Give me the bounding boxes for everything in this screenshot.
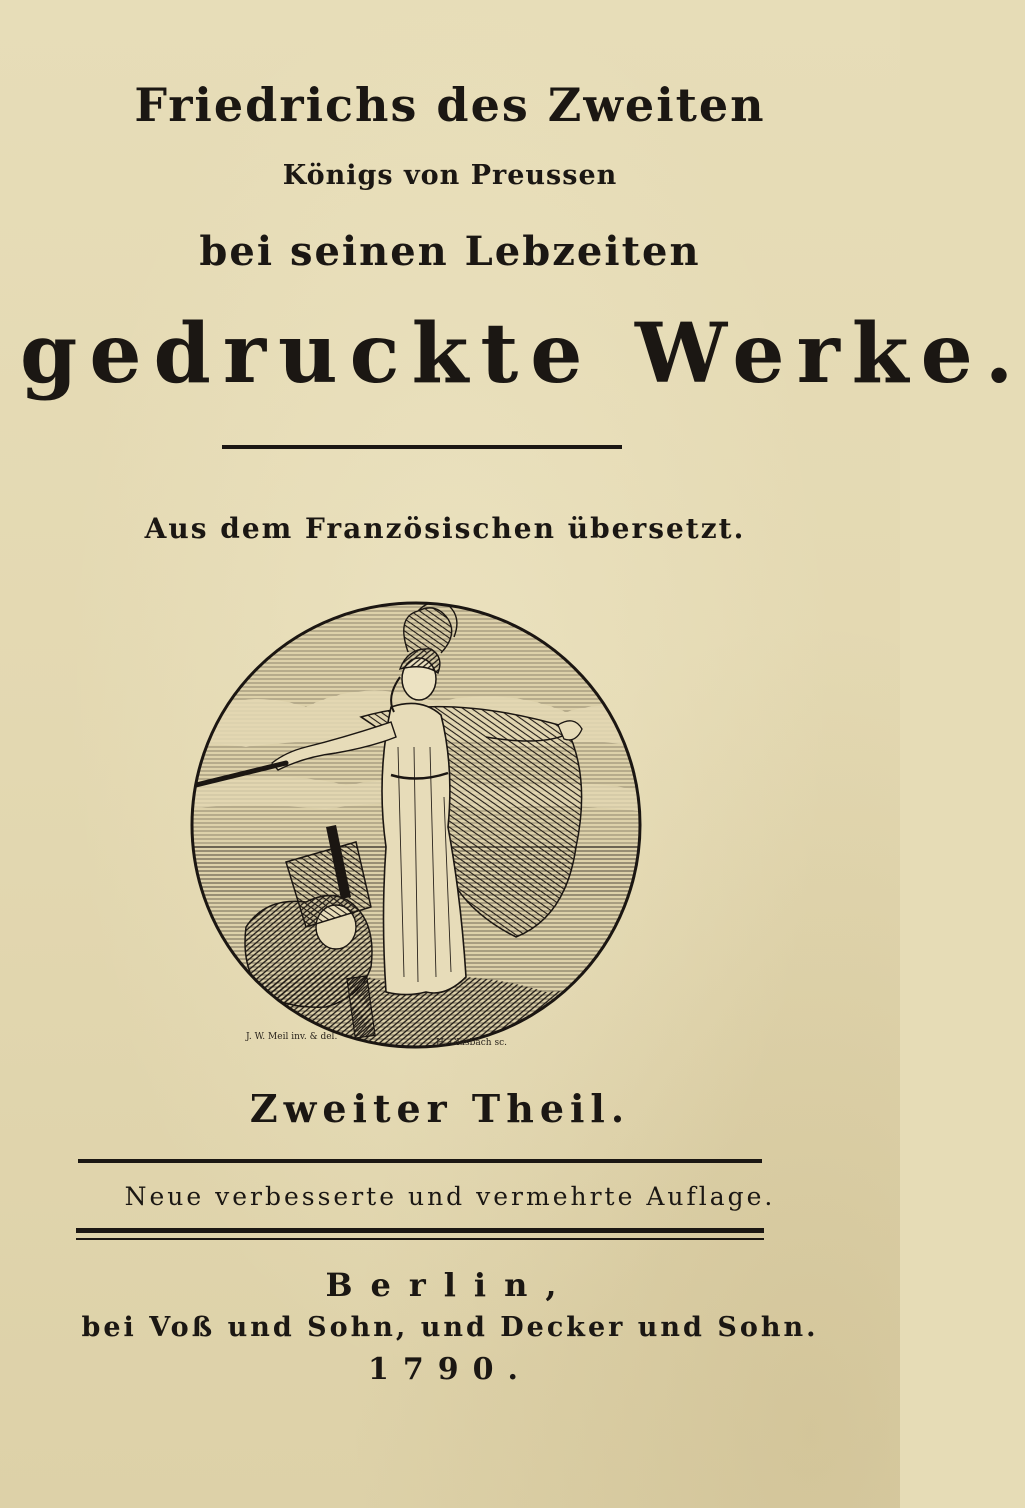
title-line-author: Friedrichs des Zweiten — [134, 78, 766, 132]
engraver-right-credit: H. Glasbach sc. — [436, 1038, 507, 1048]
title-rule — [222, 445, 622, 449]
imprint-city: Berlin, — [325, 1266, 575, 1304]
minerva-engraving-icon — [186, 597, 646, 1053]
title-line-lifetime: bei seinen Lebzeiten — [199, 228, 701, 275]
engraver-left-credit: J. W. Meil inv. & del. — [246, 1032, 338, 1042]
imprint-publisher: bei Voß und Sohn, und Decker und Sohn. — [81, 1312, 819, 1343]
subtitle-translation: Aus dem Französischen übersetzt. — [144, 512, 746, 545]
rule-bottom-thin — [76, 1238, 764, 1240]
title-line-works: gedruckte Werke. — [20, 306, 1025, 402]
rule-bottom-thick — [76, 1228, 764, 1233]
volume-part: Zweiter Theil. — [249, 1086, 631, 1131]
title-line-king: Königs von Preussen — [282, 160, 618, 191]
edition-note: Neue verbesserte und vermehrte Auflage. — [124, 1182, 776, 1211]
imprint-year: 1790. — [368, 1352, 532, 1387]
rule-top — [78, 1159, 762, 1163]
